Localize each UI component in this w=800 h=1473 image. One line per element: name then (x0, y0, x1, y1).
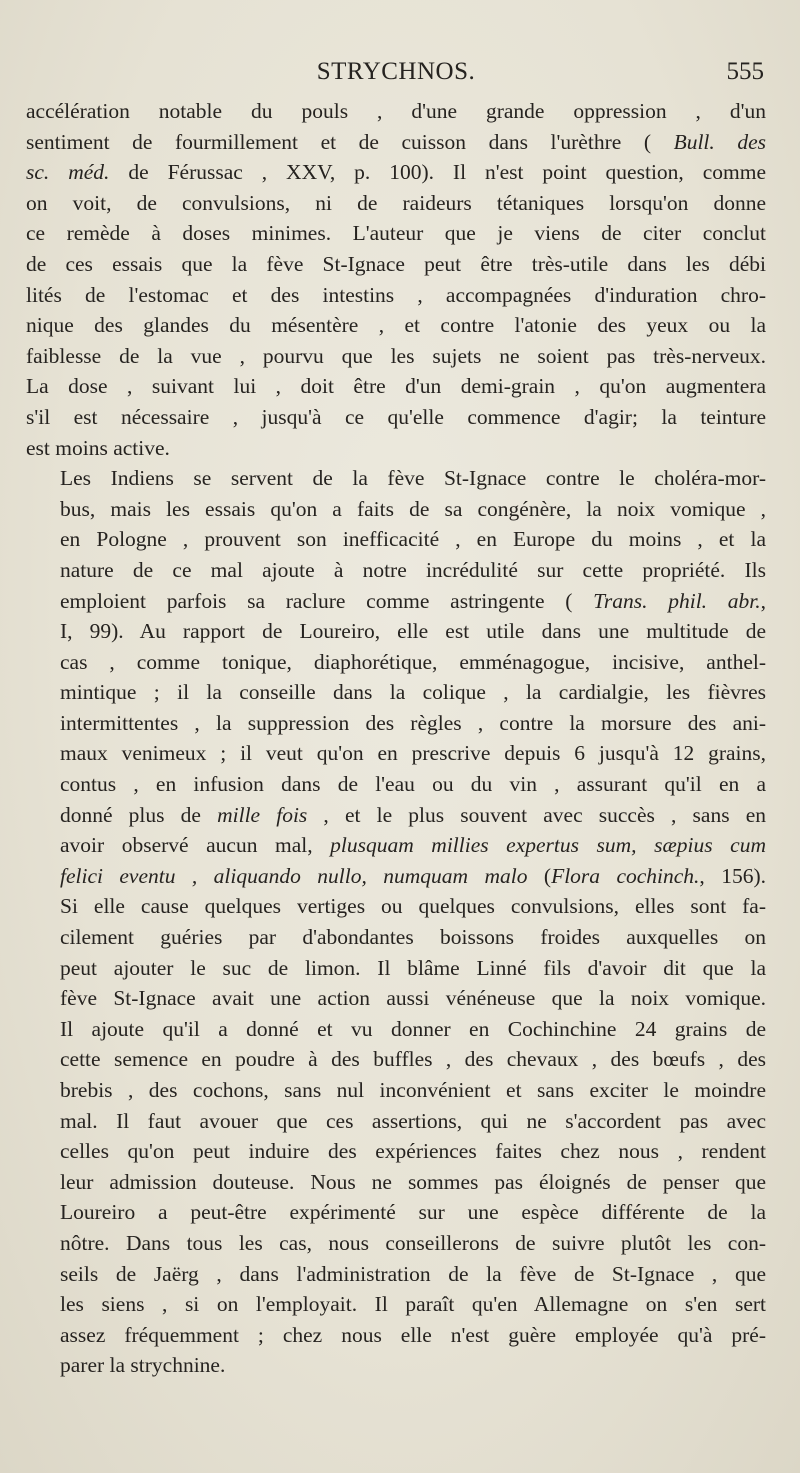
text-line (26, 953, 766, 984)
text-segment: de Férussac , XXV, p. 100). Il n'est point question, comme (109, 160, 766, 185)
text-line (26, 922, 766, 953)
text-segment: intermittentes , la suppression des règles , contre la morsure des ani- (60, 710, 766, 735)
text-line (26, 341, 766, 372)
italic-text: Trans. phil. abr. (593, 588, 761, 613)
text-segment: assez fréquemment ; chez nous elle n'est guère employée qu'à pré- (60, 1322, 766, 1347)
text-line (26, 861, 766, 892)
text-line (26, 586, 766, 617)
text-segment: , (760, 588, 766, 613)
text-segment: leur admission douteuse. Nous ne sommes pas éloignés de penser que (60, 1169, 766, 1194)
text-segment: , et le plus souvent avec succès , sans en (307, 802, 766, 827)
text-line (26, 677, 766, 708)
text-line (26, 218, 766, 249)
text-segment: maux venimeux ; il veut qu'on en prescrive depuis 6 jusqu'à 12 grains, (60, 741, 766, 766)
text-segment: fève St-Ignace avait une action aussi vénéneuse que la noix vomique. (60, 986, 766, 1011)
text-segment: est moins active. (26, 435, 170, 460)
text-line (26, 830, 766, 861)
text-segment: nature de ce mal ajoute à notre incrédulité sur cette propriété. Ils (60, 557, 766, 582)
text-line (26, 555, 766, 586)
text-line (26, 708, 766, 739)
text-line (26, 310, 766, 341)
text-segment: I, 99). Au rapport de Loureiro, elle est utile dans une multitude de (60, 619, 766, 644)
text-segment: Il ajoute qu'il a donné et vu donner en Cochinchine 24 grains de (60, 1016, 766, 1041)
text-segment: sentiment de fourmillement et de cuisson dans l'urèthre ( (26, 129, 674, 154)
text-segment: Les Indiens se servent de la fève St-Ignace contre le choléra-mor- (60, 466, 766, 491)
text-segment: s'il est nécessaire , jusqu'à ce qu'elle commence d'agir; la teinture (26, 404, 766, 429)
text-line (26, 616, 766, 647)
text-segment: les siens , si on l'employait. Il paraît qu'en Allemagne on s'en sert (60, 1292, 766, 1317)
text-line (26, 96, 766, 127)
text-line (26, 433, 766, 464)
text-line (26, 1350, 766, 1381)
italic-text: Flora cochinch. (551, 863, 700, 888)
text-segment: brebis , des cochons, sans nul inconvénient et sans exciter le moindre (60, 1078, 766, 1102)
text-line (26, 1014, 766, 1045)
italic-text: felici eventu , aliquando nullo, numquam malo (60, 863, 528, 888)
italic-text: sc. méd. (26, 160, 110, 185)
text-segment: nôtre. Dans tous les cas, nous conseillerons de suivre plutôt les con- (60, 1230, 766, 1255)
text-segment: parer la strychnine. (60, 1353, 226, 1378)
text-segment: donné plus de (60, 802, 218, 827)
text-line (26, 1289, 766, 1320)
text-segment: lités de l'estomac et des intestins , accompagnées d'induration chro- (26, 282, 766, 307)
text-segment: mal. Il faut avouer que ces assertions, qui ne s'accordent pas avec (60, 1108, 766, 1133)
text-segment: cilement guéries par d'abondantes boissons froides auxquelles on (60, 925, 766, 950)
text-line (26, 1228, 766, 1259)
page-number: 555 (726, 58, 764, 85)
text-segment: nique des glandes du mésentère , et contre l'atonie des yeux ou la (26, 313, 766, 338)
text-segment: on voit, de convulsions, ni de raideurs tétaniques lorsqu'on donne (26, 190, 766, 215)
text-segment: seils de Jaërg , dans l'administration de la fève de St-Ignace , que (60, 1261, 766, 1286)
text-line (26, 983, 766, 1014)
text-segment: ce remède à doses minimes. L'auteur que je viens de citer conclut (26, 221, 766, 246)
text-segment: faiblesse de la vue , pourvu que les sujets ne soient pas très-nerveux. (26, 343, 766, 368)
text-line (26, 1136, 766, 1167)
text-segment: contus , en infusion dans de l'eau ou du vin , assurant qu'il en a (60, 772, 766, 797)
page-header (26, 58, 766, 94)
text-segment: Si elle cause quelques vertiges ou quelques convulsions, elles sont fa- (60, 894, 766, 919)
text-segment: peut ajouter le suc de limon. Il blâme Linné fils d'avoir dit que la (60, 955, 766, 980)
text-line (26, 1075, 766, 1106)
text-segment: de ces essais que la fève St-Ignace peut être très-utile dans les débi (26, 251, 766, 276)
text-line (26, 738, 766, 769)
text-line (26, 891, 766, 922)
italic-text: Bull. des (673, 129, 766, 154)
text-segment: mintique ; il la conseille dans la colique , la cardialgie, les fièvres (60, 680, 766, 705)
text-line (26, 188, 766, 219)
text-line (26, 1106, 766, 1137)
text-segment: avoir observé aucun mal, (60, 833, 331, 858)
text-segment: bus, mais les essais qu'on a faits de sa congénère, la noix vomique , (60, 496, 766, 521)
text-line (26, 494, 766, 525)
text-line (26, 402, 766, 433)
text-line (26, 249, 766, 280)
text-segment: emploient parfois sa raclure comme astringente ( (60, 588, 594, 613)
text-line (26, 1320, 766, 1351)
text-line (26, 769, 766, 800)
text-segment: cette semence en poudre à des buffles , des chevaux , des bœufs , des (60, 1047, 766, 1072)
text-line (26, 1044, 766, 1075)
text-line (26, 127, 766, 158)
text-segment: en Pologne , prouvent son inefficacité , en Europe du moins , et la (60, 527, 766, 552)
text-line (26, 1259, 766, 1290)
text-segment: , 156). (699, 863, 766, 888)
text-line (26, 280, 766, 311)
text-segment: Loureiro a peut-être expérimenté sur une espèce différente de la (60, 1200, 766, 1225)
text-line (26, 1197, 766, 1228)
text-line (26, 524, 766, 555)
paragraph (26, 463, 766, 1381)
italic-text: mille fois (217, 802, 308, 827)
text-line (26, 647, 766, 678)
running-title: STRYCHNOS. (316, 58, 476, 85)
text-segment: ( (527, 863, 552, 888)
text-segment: La dose , suivant lui , doit être d'un demi-grain , qu'on augmentera (26, 374, 766, 399)
paragraph (26, 96, 766, 463)
text-segment: cas , comme tonique, diaphorétique, emménagogue, incisive, anthel- (60, 649, 766, 674)
text-segment: accélération notable du pouls , d'une grande oppression , d'un (26, 99, 766, 123)
text-line (26, 371, 766, 402)
text-line (26, 463, 766, 494)
italic-text: plusquam millies expertus sum, sæpius cum (330, 833, 766, 858)
text-line (26, 800, 766, 831)
text-line (26, 1167, 766, 1198)
text-line (26, 157, 766, 188)
text-segment: celles qu'on peut induire des expériences faites chez nous , rendent (60, 1139, 766, 1164)
body-text (26, 96, 766, 1381)
